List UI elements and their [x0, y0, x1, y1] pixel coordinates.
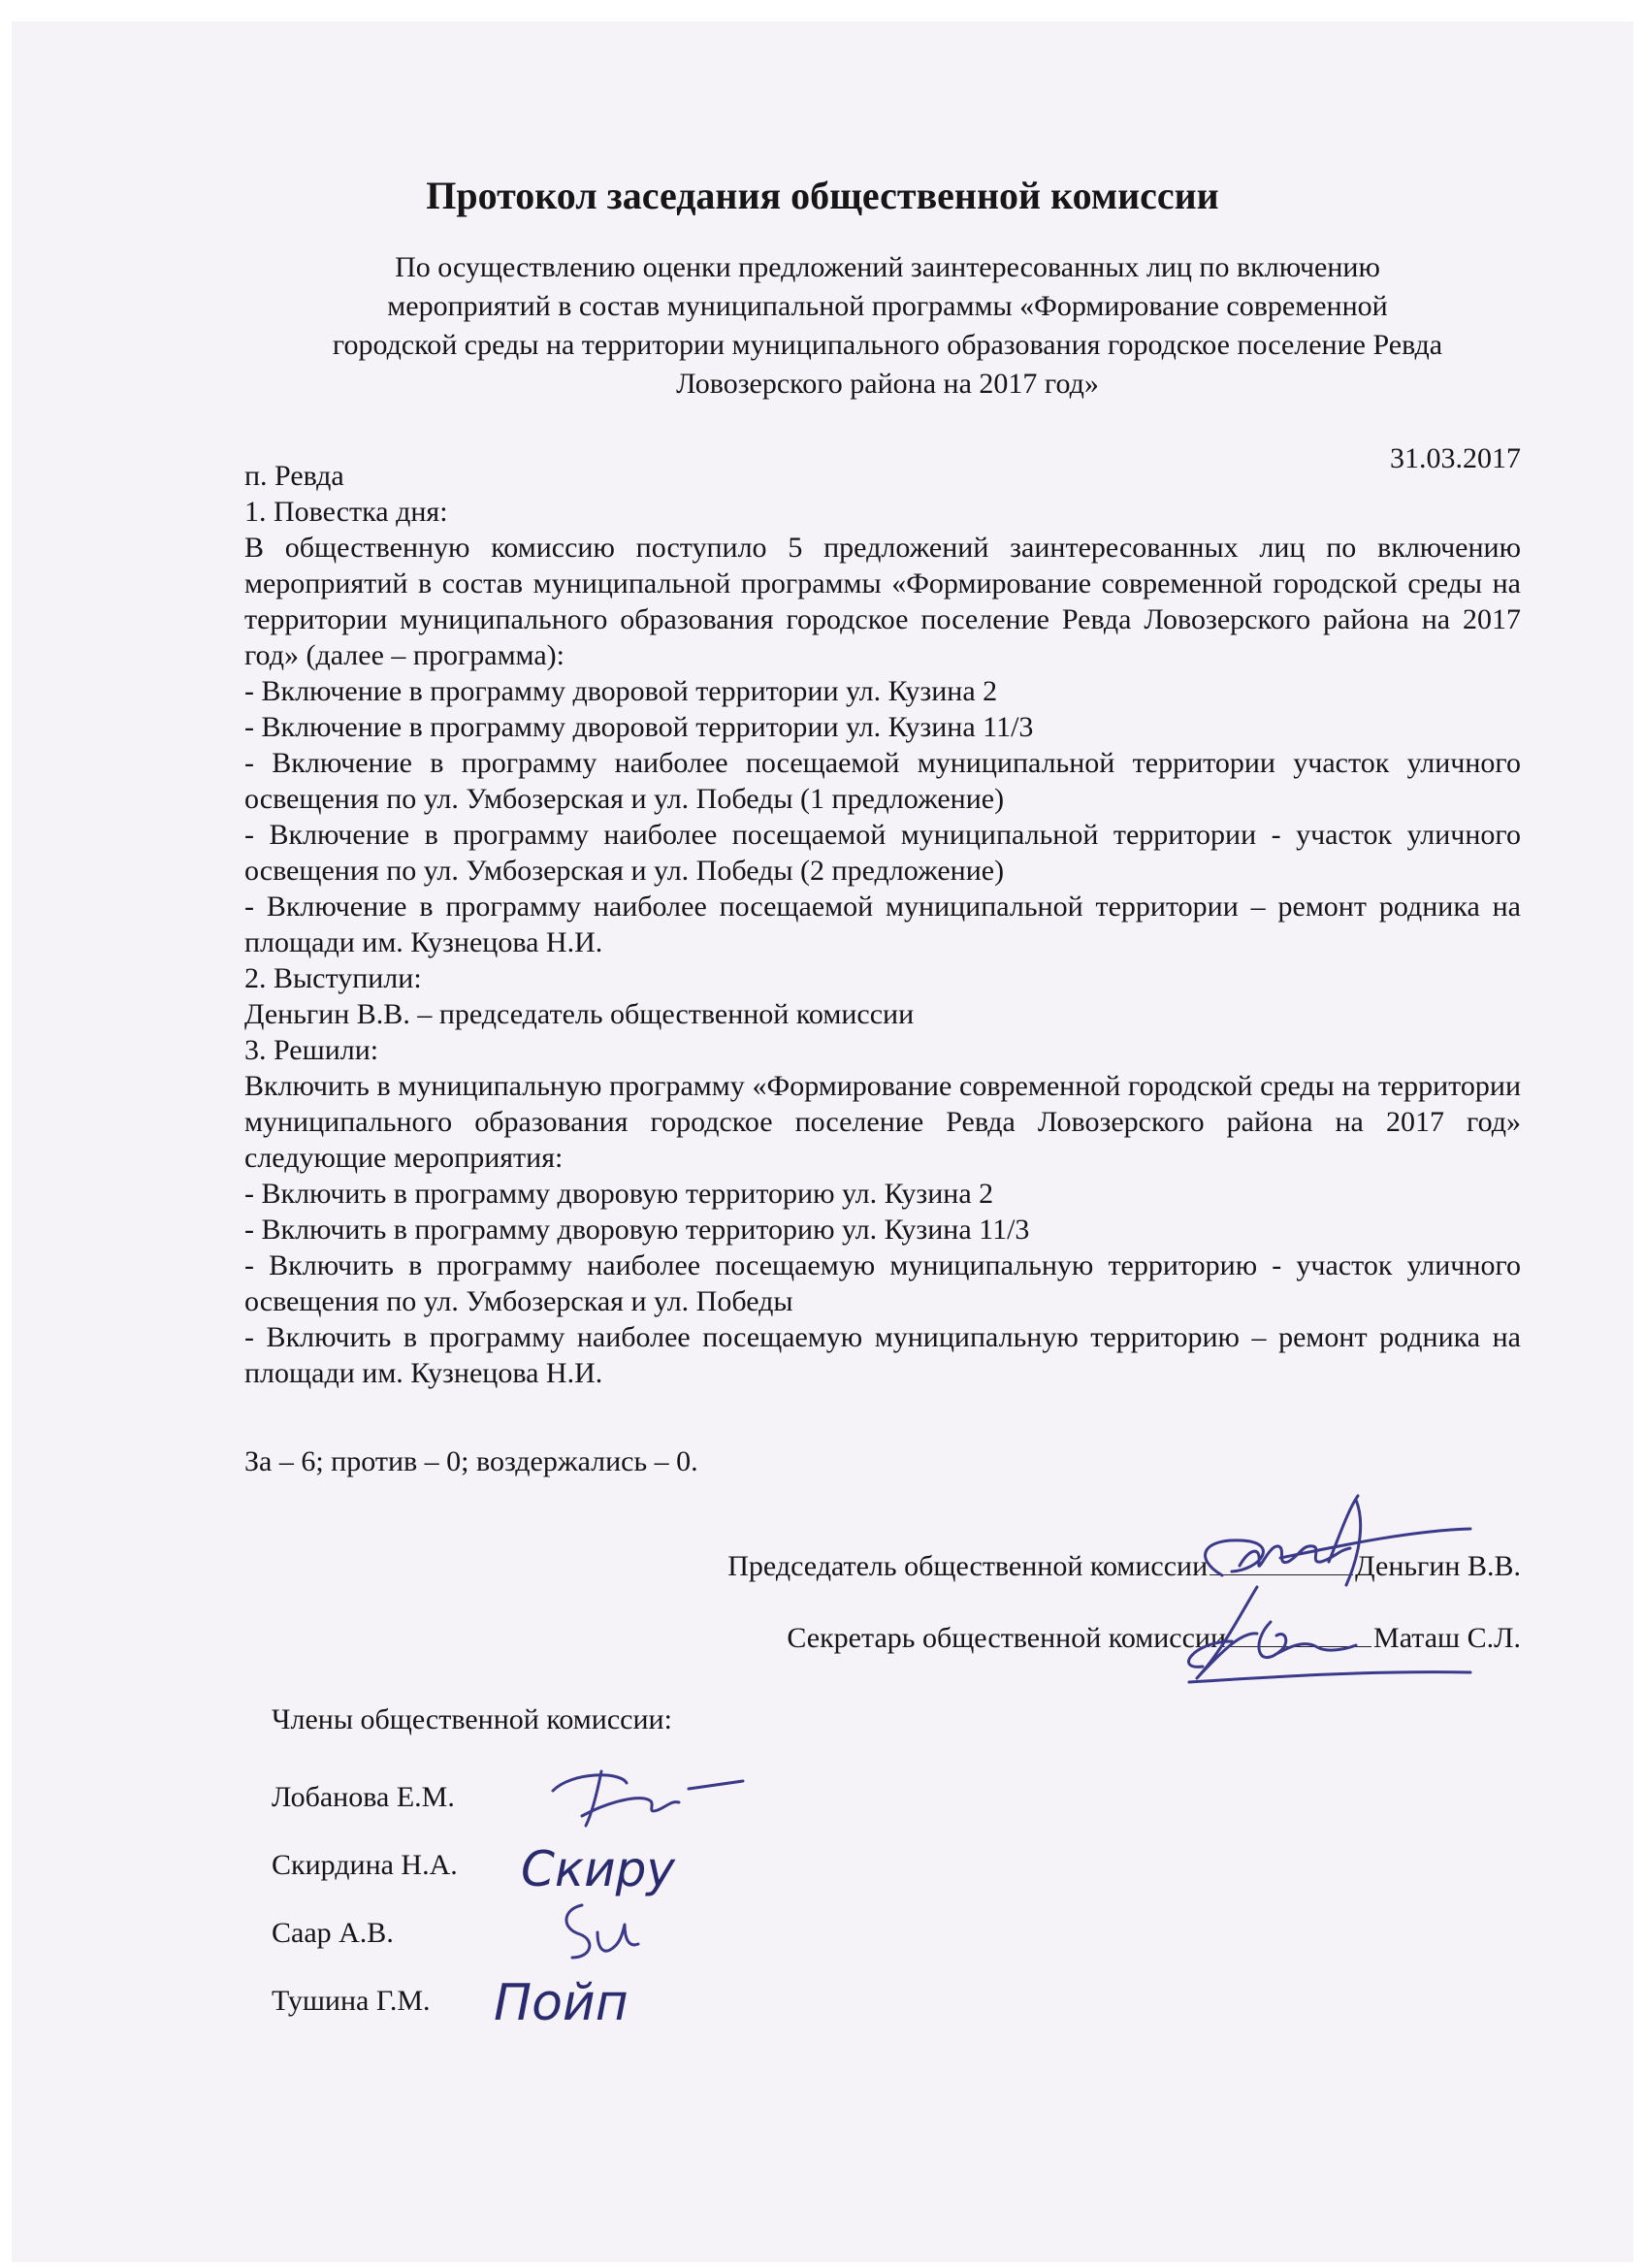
tushina-signature: [490, 1963, 655, 2041]
agenda-intro: В общественную комиссию поступило 5 предложений заинтересованных лиц по включению мероприятий в состав муниципальной программы «Формирование современной городской среды на территории муниципального образования городское поселение Ревда Ловозерского района на 2017 год» (далее – программа):: [244, 532, 1521, 671]
agenda-item: - Включение в программу наиболее посещаемой муниципальной территории – ремонт родника на площади им. Кузнецова Н.И.: [244, 891, 1521, 958]
handwritten-signature-text: Скиру: [521, 1841, 675, 1897]
members-heading: Члены общественной комиссии:: [272, 1703, 672, 1735]
subtitle-line: По осуществлению оценки предложений заинтересованных лиц по включению: [395, 251, 1380, 283]
document-title: Протокол заседания общественной комиссии: [426, 174, 1219, 217]
subtitle-line: Ловозерского района на 2017 год»: [676, 368, 1099, 400]
speakers-heading: 2. Выступили:: [244, 962, 422, 994]
document-subtitle: [247, 248, 1528, 404]
chair-name: Деньгин В.В.: [1355, 1550, 1521, 1582]
lobanova-signature: [543, 1762, 757, 1830]
subtitle-line: городской среды на территории муниципального образования городское поселение Ревда: [332, 329, 1443, 361]
protocol-body: [244, 494, 1521, 1479]
place: п. Ревда: [244, 460, 344, 492]
secretary-name: Маташ С.Л.: [1373, 1622, 1521, 1654]
agenda-item: - Включение в программу дворовой территории ул. Кузина 2: [244, 675, 998, 707]
chair-label: Председатель общественной комиссии: [727, 1550, 1209, 1582]
secretary-signature: [1164, 1583, 1484, 1700]
agenda-heading: 1. Повестка дня:: [244, 496, 448, 528]
agenda-item: - Включение в программу наиболее посещаемой муниципальной территории - участок уличного освещения по ул. Умбозерская и ул. Победы (2 предложение): [244, 819, 1521, 887]
place-date-row: [244, 442, 1521, 492]
decision-intro: Включить в муниципальную программу «Формирование современной городской среды на территории муниципального образования городское поселение Ревда Ловозерского района на 2017 год» следующие мероприятия:: [244, 1070, 1521, 1174]
saar-signature: [553, 1899, 650, 1967]
member-name: Скирдина Н.А.: [272, 1849, 458, 1881]
agenda-item: - Включение в программу наиболее посещаемой муниципальной территории участок уличного освещения по ул. Умбозерская и ул. Победы (1 предложение): [244, 747, 1521, 815]
decision-item: - Включить в программу дворовую территорию ул. Кузина 11/3: [244, 1214, 1030, 1246]
member-name: Лобанова Е.М.: [272, 1781, 455, 1813]
subtitle-line: мероприятий в состав муниципальной программы «Формирование современной: [387, 290, 1388, 322]
secretary-label: Секретарь общественной комиссии: [787, 1622, 1227, 1654]
spacer: [244, 1391, 1521, 1443]
member-name: Саар А.В.: [272, 1917, 394, 1949]
agenda-item: - Включение в программу дворовой территории ул. Кузина 11/3: [244, 711, 1034, 743]
skirdina-signature: [519, 1831, 675, 1909]
decision-item: - Включить в программу дворовую территорию ул. Кузина 2: [244, 1178, 994, 1210]
decision-item: - Включить в программу наиболее посещаемую муниципальную территорию – ремонт родника на площади им. Кузнецова Н.И.: [244, 1321, 1521, 1389]
date: 31.03.2017: [1390, 442, 1521, 474]
speaker: Деньгин В.В. – председатель общественной комиссии: [244, 998, 915, 1030]
member-name: Тушина Г.М.: [272, 1985, 431, 2017]
handwritten-signature-text: Пойп: [494, 1974, 629, 2032]
decision-heading: 3. Решили:: [244, 1034, 379, 1066]
decision-item: - Включить в программу наиболее посещаемую муниципальную территорию - участок уличного освещения по ул. Умбозерская и ул. Победы: [244, 1249, 1521, 1317]
vote-result: За – 6; против – 0; воздержались – 0.: [244, 1445, 698, 1477]
